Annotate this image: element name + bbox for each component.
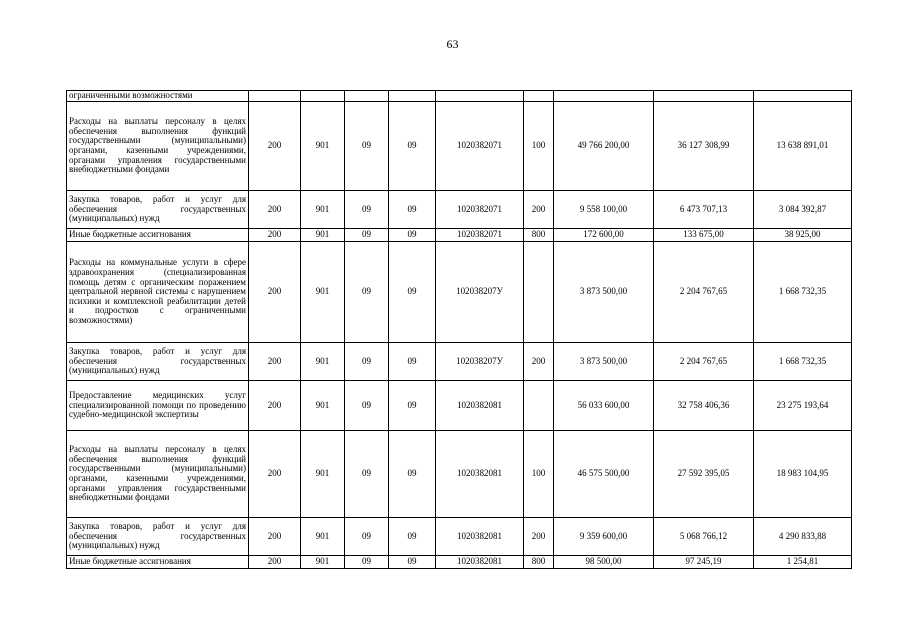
amount-cell: 9 558 100,00 — [554, 191, 654, 229]
code-cell: 100 — [524, 431, 554, 518]
amount-cell: 18 983 104,95 — [754, 431, 852, 518]
amount-cell: 9 359 600,00 — [554, 518, 654, 556]
code-cell: 1020382081 — [436, 431, 524, 518]
table-row — [67, 381, 852, 431]
code-cell: 09 — [345, 102, 389, 191]
code-cell: 1020382081 — [436, 518, 524, 556]
code-cell: 09 — [345, 381, 389, 431]
amount-cell: 3 873 500,00 — [554, 343, 654, 381]
code-cell: 1020382081 — [436, 556, 524, 569]
line-item-name: Закупка товаров, работ и услуг для обеспечения государственных (муниципальных) нужд — [67, 343, 249, 381]
code-cell: 09 — [345, 242, 389, 343]
code-cell: 901 — [301, 242, 345, 343]
code-cell: 09 — [345, 556, 389, 569]
code-cell: 200 — [249, 431, 301, 518]
code-cell: 1020382081 — [436, 381, 524, 431]
code-cell: 09 — [389, 518, 436, 556]
code-cell: 09 — [345, 343, 389, 381]
line-item-name: Закупка товаров, работ и услуг для обеспечения государственных (муниципальных) нужд — [67, 191, 249, 229]
amount-cell: 98 500,00 — [554, 556, 654, 569]
code-cell: 800 — [524, 229, 554, 242]
amount-cell: 172 600,00 — [554, 229, 654, 242]
code-cell: 901 — [301, 431, 345, 518]
table-row — [67, 518, 852, 556]
line-item-name: Иные бюджетные ассигнования — [67, 556, 249, 569]
budget-table — [66, 90, 852, 569]
code-cell: 09 — [389, 242, 436, 343]
code-cell: 901 — [301, 381, 345, 431]
amount-cell: 3 084 392,87 — [754, 191, 852, 229]
amount-cell: 1 254,81 — [754, 556, 852, 569]
code-cell: 901 — [301, 229, 345, 242]
code-cell: 200 — [249, 343, 301, 381]
code-cell: 200 — [249, 518, 301, 556]
code-cell: 800 — [524, 556, 554, 569]
table-row — [67, 242, 852, 343]
code-cell: 200 — [524, 518, 554, 556]
amount-cell: 133 675,00 — [654, 229, 754, 242]
line-item-name: Закупка товаров, работ и услуг для обеспечения государственных (муниципальных) нужд — [67, 518, 249, 556]
code-cell: 09 — [389, 431, 436, 518]
table-row — [67, 343, 852, 381]
code-cell: 09 — [389, 229, 436, 242]
table-row — [67, 431, 852, 518]
code-cell: 901 — [301, 191, 345, 229]
code-cell: 200 — [249, 242, 301, 343]
page-number: 63 — [446, 37, 459, 51]
code-cell: 200 — [249, 556, 301, 569]
code-cell — [524, 91, 554, 102]
amount-cell: 1 668 732,35 — [754, 343, 852, 381]
amount-cell: 27 592 395,05 — [654, 431, 754, 518]
table-row — [67, 191, 852, 229]
code-cell: 901 — [301, 102, 345, 191]
code-cell: 200 — [249, 102, 301, 191]
line-item-name: Иные бюджетные ассигнования — [67, 229, 249, 242]
amount-cell: 2 204 767,65 — [654, 343, 754, 381]
code-cell: 09 — [389, 191, 436, 229]
table-row — [67, 556, 852, 569]
line-item-name: ограниченными возможностями — [67, 91, 249, 102]
table-row — [67, 91, 852, 102]
code-cell: 200 — [249, 191, 301, 229]
line-item-name: Расходы на выплаты персоналу в целях обеспечения выполнения функций государственными (муниципальными) органами, казенными учреждениями, органами управления государственными внебюджетными фондами — [67, 102, 249, 191]
amount-cell: 97 245,19 — [654, 556, 754, 569]
code-cell: 200 — [249, 381, 301, 431]
code-cell: 102038207У — [436, 242, 524, 343]
amount-cell: 38 925,00 — [754, 229, 852, 242]
amount-cell: 2 204 767,65 — [654, 242, 754, 343]
code-cell: 200 — [524, 343, 554, 381]
code-cell: 1020382071 — [436, 102, 524, 191]
amount-cell: 23 275 193,64 — [754, 381, 852, 431]
code-cell: 200 — [249, 229, 301, 242]
code-cell: 09 — [389, 556, 436, 569]
line-item-name: Предоставление медицинских услуг специализированной помощи по проведению судебно-медицинской экспертизы — [67, 381, 249, 431]
amount-cell: 32 758 406,36 — [654, 381, 754, 431]
code-cell: 100 — [524, 102, 554, 191]
code-cell: 09 — [345, 229, 389, 242]
amount-cell: 6 473 707,13 — [654, 191, 754, 229]
code-cell — [436, 91, 524, 102]
amount-cell: 3 873 500,00 — [554, 242, 654, 343]
code-cell: 102038207У — [436, 343, 524, 381]
code-cell: 09 — [345, 518, 389, 556]
code-cell: 09 — [389, 381, 436, 431]
line-item-name: Расходы на коммунальные услуги в сфере здравоохранения (специализированная помощь детям с органическим поражением центральной нервной системы с нарушением психики и комплексной реабилитации детей и подростков с ограниченными возможностями) — [67, 242, 249, 343]
code-cell — [524, 381, 554, 431]
amount-cell: 46 575 500,00 — [554, 431, 654, 518]
code-cell: 1020382071 — [436, 191, 524, 229]
amount-cell: 56 033 600,00 — [554, 381, 654, 431]
code-cell: 09 — [389, 343, 436, 381]
code-cell — [249, 91, 301, 102]
amount-cell: 1 668 732,35 — [754, 242, 852, 343]
code-cell: 09 — [345, 191, 389, 229]
code-cell: 09 — [345, 431, 389, 518]
code-cell: 09 — [389, 102, 436, 191]
code-cell: 901 — [301, 518, 345, 556]
amount-cell — [754, 91, 852, 102]
amount-cell: 13 638 891,01 — [754, 102, 852, 191]
code-cell — [389, 91, 436, 102]
code-cell — [524, 242, 554, 343]
amount-cell: 4 290 833,88 — [754, 518, 852, 556]
code-cell: 1020382071 — [436, 229, 524, 242]
line-item-name: Расходы на выплаты персоналу в целях обеспечения выполнения функций государственными (муниципальными) органами, казенными учреждениями, органами управления государственными внебюджетными фондами — [67, 431, 249, 518]
amount-cell: 36 127 308,99 — [654, 102, 754, 191]
amount-cell — [654, 91, 754, 102]
amount-cell — [554, 91, 654, 102]
code-cell: 901 — [301, 556, 345, 569]
code-cell — [301, 91, 345, 102]
code-cell: 901 — [301, 343, 345, 381]
amount-cell: 49 766 200,00 — [554, 102, 654, 191]
code-cell: 200 — [524, 191, 554, 229]
table-row — [67, 102, 852, 191]
table-row — [67, 229, 852, 242]
code-cell — [345, 91, 389, 102]
amount-cell: 5 068 766,12 — [654, 518, 754, 556]
